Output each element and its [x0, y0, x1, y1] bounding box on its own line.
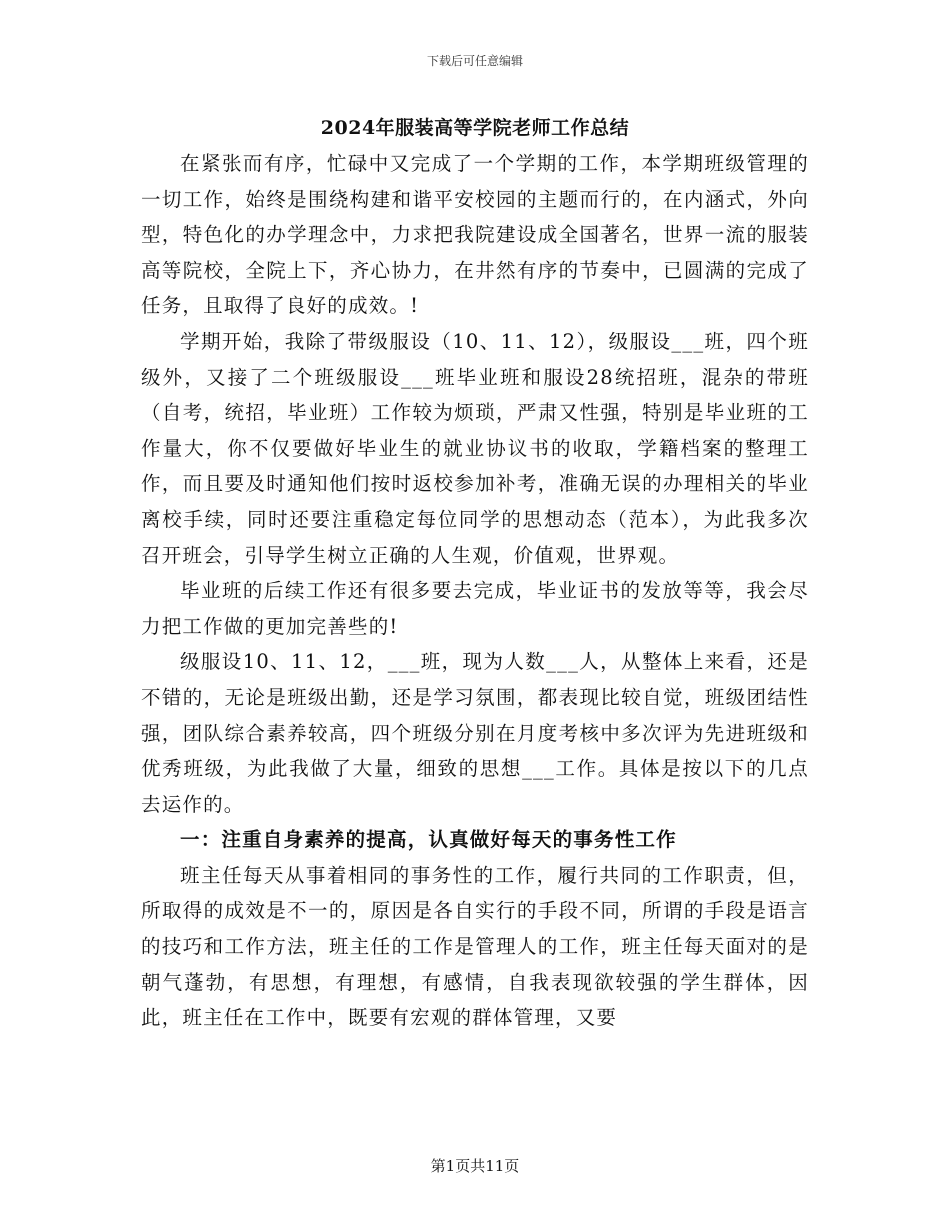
paragraph-2: 学期开始，我除了带级服设（10、11、12），级服设___班，四个班级外，又接了二个班级服设___班毕业班和服设28统招班，混杂的带班（自考，统招，毕业班）工作较为烦琐，严肃又性强，特别是毕业班的工作量大，你不仅要做好毕业生的就业协议书的收取，学籍档案的整理工作，而且要及时通知他们按时返校参加补考，准确无误的办理相关的毕业离校手续，同时还要注重稳定每位同学的思想动态（范本），为此我多次召开班会，引导学生树立正确的人生观，价值观，世界观。 — [141, 329, 809, 567]
paragraph-5: 班主任每天从事着相同的事务性的工作，履行共同的工作职责，但，所取得的成效是不一的，原因是各自实行的手段不同，所谓的手段是语言的技巧和工作方法，班主任的工作是管理人的工作，班主任每天面对的是朝气蓬勃，有思想，有理想，有感情，自我表现欲较强的学生群体，因此，班主任在工作中，既要有宏观的群体管理，又要 — [141, 863, 809, 1030]
paragraph-3: 毕业班的后续工作还有很多要去完成，毕业证书的发放等等，我会尽力把工作做的更加完善些的! — [141, 579, 809, 638]
document-title: 2024年服装高等学院老师工作总结 — [320, 117, 630, 139]
page-header-note: 下载后可任意编辑 — [426, 54, 523, 68]
paragraph-1: 在紧张而有序，忙碌中又完成了一个学期的工作，本学期班级管理的一切工作，始终是围绕构建和谐平安校园的主题而行的，在内涵式，外向型，特色化的办学理念中，力求把我院建设成全国著名，世界一流的服装高等院校，全院上下，齐心协力，在井然有序的节奏中，已圆满的完成了任务，且取得了良好的成效。! — [141, 152, 809, 318]
paragraph-4: 级服设10、11、12，___班，现为人数___人，从整体上来看，还是不错的，无论是班级出勤，还是学习氛围，都表现比较自觉，班级团结性强，团队综合素养较高，四个班级分别在月度考核中多次评为先进班级和优秀班级，为此我做了大量，细致的思想___工作。具体是按以下的几点去运作的。 — [141, 650, 809, 816]
document-body — [141, 146, 809, 1036]
page-number: 第1页共11页 — [430, 1157, 520, 1175]
section-heading-1: 一：注重自身素养的提高，认真做好每天的事务性工作 — [180, 828, 677, 852]
